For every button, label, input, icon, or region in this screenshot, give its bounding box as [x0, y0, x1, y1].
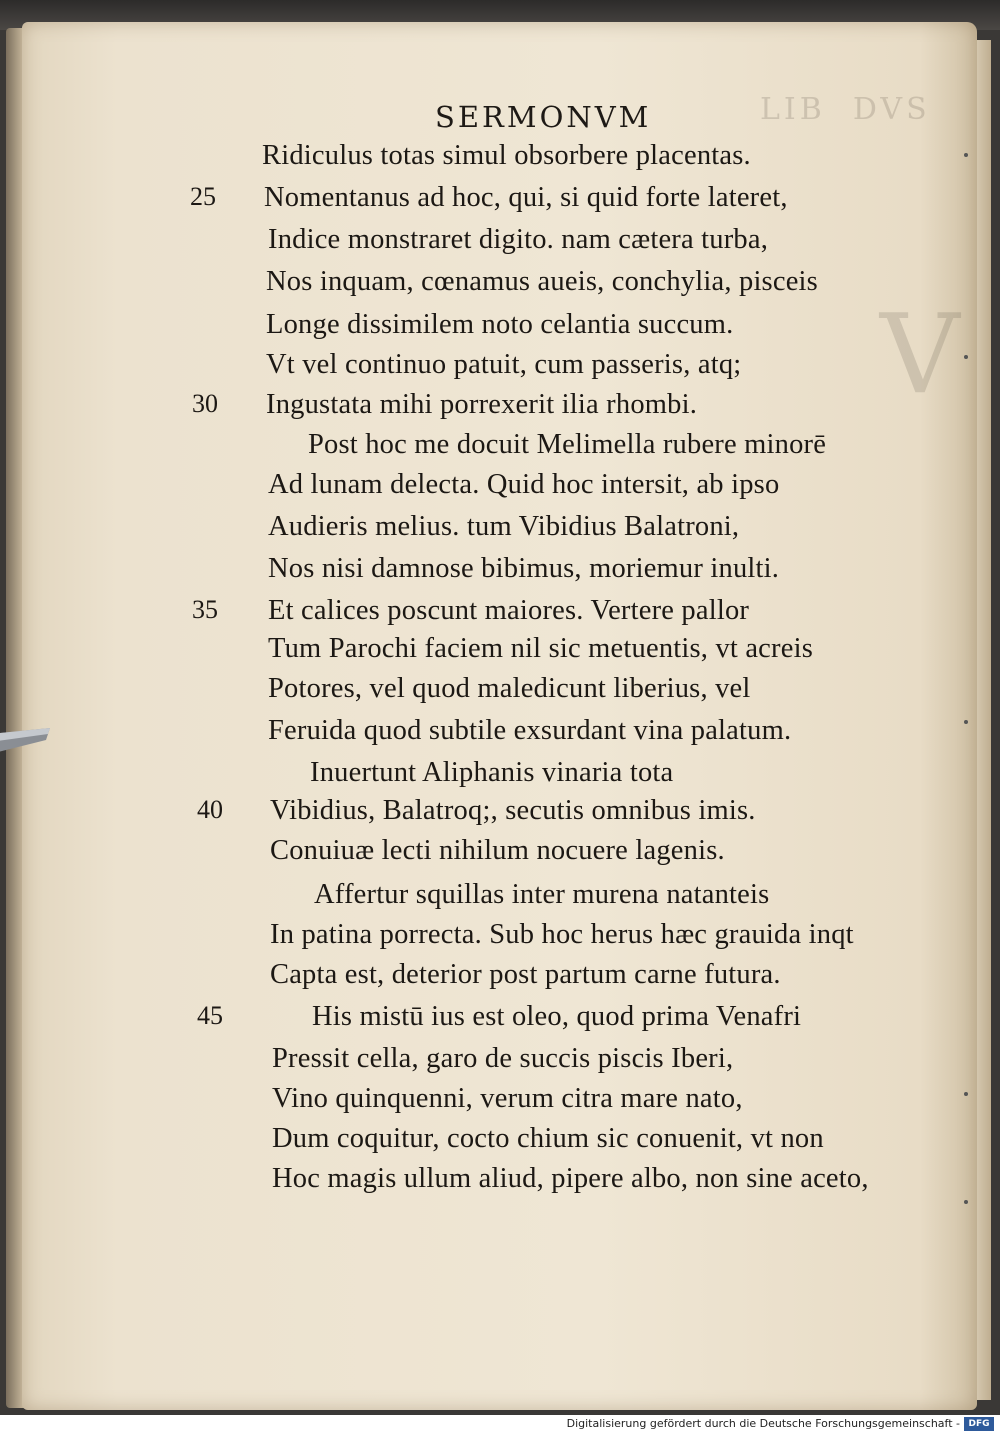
running-head: SERMONVM: [435, 100, 652, 134]
verse-line: Indice monstraret digito. nam cætera turba,: [268, 224, 769, 255]
footer-credit: Digitalisierung gefördert durch die Deutsche Forschungsgemeinschaft -: [566, 1417, 960, 1430]
dfg-logo-icon: DFG: [964, 1417, 994, 1431]
line-number: 30: [192, 389, 218, 418]
verse-line: Nos inquam, cœnamus aueis, conchylia, pisceis: [266, 266, 818, 297]
verse-line: Dum coquitur, cocto chium sic conuenit, vt non: [272, 1123, 824, 1154]
verse-line: In patina porrecta. Sub hoc herus hæc grauida inqt: [270, 919, 854, 950]
margin-mark: [964, 1200, 968, 1204]
verse-line: Feruida quod subtile exsurdant vina palatum.: [268, 715, 792, 746]
verse-line: Affertur squillas inter murena natanteis: [314, 879, 770, 910]
verse-line: Audieris melius. tum Vibidius Balatroni,: [268, 511, 740, 542]
bleed-through-column: [845, 140, 965, 476]
line-number: 40: [197, 795, 223, 824]
verse-line: Hoc magis ullum aliud, pipere albo, non sine aceto,: [272, 1163, 869, 1194]
verse-line: His mistū ius est oleo, quod prima Venafri: [312, 1001, 802, 1032]
verse-line: Nomentanus ad hoc, qui, si quid forte lateret,: [264, 182, 788, 213]
verse-line: Conuiuæ lecti nihilum nocuere lagenis.: [270, 835, 725, 866]
verse-line: Ingustata mihi porrexerit ilia rhombi.: [266, 389, 698, 420]
pointer-tool-icon: [0, 726, 60, 756]
verse-line: Potores, vel quod maledicunt liberius, vel: [268, 673, 751, 704]
verse-line: Vt vel continuo patuit, cum passeris, atq;: [266, 349, 742, 380]
verse-line: Pressit cella, garo de succis piscis Iberi,: [272, 1043, 734, 1074]
verse-line: Inuertunt Aliphanis vinaria tota: [310, 757, 674, 788]
verse-line: Ridiculus totas simul obsorbere placentas.: [262, 140, 751, 171]
line-number: 35: [192, 595, 218, 624]
verse-line: Nos nisi damnose bibimus, moriemur inulti.: [268, 553, 780, 584]
bleed-through-head: LIB DVS: [760, 92, 931, 127]
verse-line: Et calices poscunt maiores. Vertere pallor: [268, 595, 750, 626]
verse-line: Longe dissimilem noto celantia succum.: [266, 309, 734, 340]
margin-mark: [964, 720, 968, 724]
verse-line: Vibidius, Balatroq;, secutis omnibus imis.: [270, 795, 756, 826]
margin-mark: [964, 1092, 968, 1096]
verse-line: Ad lunam delecta. Quid hoc intersit, ab ipso: [268, 469, 780, 500]
line-number: 25: [190, 182, 216, 211]
verse-line: Capta est, deterior post partum carne futura.: [270, 959, 781, 990]
margin-mark: [964, 355, 968, 359]
verse-line: Post hoc me docuit Melimella rubere minorē: [308, 429, 827, 460]
verse-line: Vino quinquenni, verum citra mare nato,: [272, 1083, 743, 1114]
margin-mark: [964, 153, 968, 157]
verse-line: Tum Parochi faciem nil sic metuentis, vt acreis: [268, 633, 813, 664]
footer-bar: [0, 1415, 1000, 1435]
line-number: 45: [197, 1001, 223, 1030]
bleed-through-initial: V: [880, 290, 960, 418]
